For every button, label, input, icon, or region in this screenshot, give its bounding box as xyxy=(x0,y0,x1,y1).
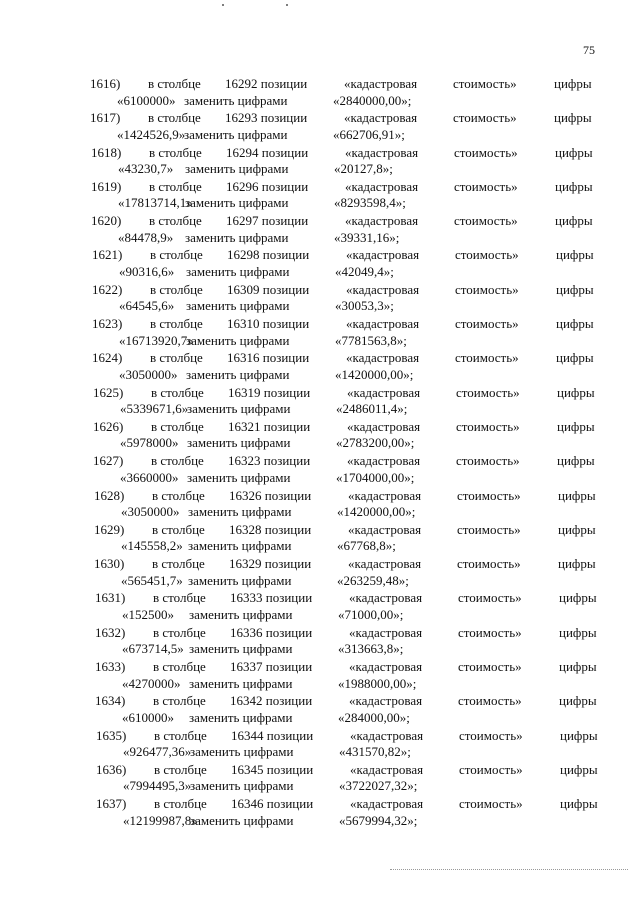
cadastral-word: «кадастровая xyxy=(347,453,421,469)
new-value: «20127,8»; xyxy=(334,161,393,177)
column-number: 16345 xyxy=(231,761,264,777)
position-word: позиции xyxy=(264,521,312,537)
amendment-item xyxy=(0,213,640,247)
position-word: позиции xyxy=(265,693,313,709)
column-word: в столбце xyxy=(149,144,202,160)
amendment-item xyxy=(0,316,640,350)
amendment-item xyxy=(0,522,640,556)
column-number: 16298 xyxy=(227,247,260,263)
digits-word: цифры xyxy=(555,178,593,194)
position-word: позиции xyxy=(262,350,310,366)
value-word: стоимость» xyxy=(458,693,522,709)
position-word: позиции xyxy=(266,727,314,743)
scan-artifact xyxy=(222,4,224,6)
item-number: 1627) xyxy=(93,453,124,469)
item-number: 1618) xyxy=(91,144,122,160)
replace-phrase: заменить цифрами xyxy=(186,263,290,279)
amendment-item xyxy=(0,625,640,659)
amendment-item xyxy=(0,590,640,624)
old-value: «1424526,9» xyxy=(117,126,186,142)
replace-phrase: заменить цифрами xyxy=(187,435,291,451)
column-word: в столбце xyxy=(150,247,203,263)
old-value: «90316,6» xyxy=(119,263,175,279)
column-word: в столбце xyxy=(149,178,202,194)
column-number: 16326 xyxy=(229,487,262,503)
page-number: 75 xyxy=(583,43,595,57)
digits-word: цифры xyxy=(554,110,592,126)
column-number: 16297 xyxy=(226,213,259,229)
item-number: 1633) xyxy=(95,659,126,675)
column-number: 16316 xyxy=(227,350,260,366)
value-word: стоимость» xyxy=(455,350,519,366)
replace-phrase: заменить цифрами xyxy=(189,675,293,691)
digits-word: цифры xyxy=(560,761,598,777)
cadastral-word: «кадастровая xyxy=(344,110,418,126)
amendment-item xyxy=(0,419,640,453)
column-number: 16346 xyxy=(231,796,264,812)
new-value: «313663,8»; xyxy=(338,641,404,657)
column-position xyxy=(231,796,313,812)
cadastral-word: «кадастровая xyxy=(348,556,422,572)
column-word: в столбце xyxy=(153,659,206,675)
new-value: «8293598,4»; xyxy=(334,195,406,211)
amendment-item xyxy=(0,796,640,830)
item-number: 1625) xyxy=(93,384,124,400)
column-position xyxy=(231,728,313,744)
new-value: «263259,48»; xyxy=(337,572,409,588)
replace-phrase: заменить цифрами xyxy=(186,366,290,382)
replace-phrase: заменить цифрами xyxy=(185,195,289,211)
item-number: 1628) xyxy=(94,487,125,503)
cadastral-word: «кадастровая xyxy=(346,247,420,263)
item-number: 1636) xyxy=(96,761,127,777)
position-word: позиции xyxy=(260,110,308,126)
column-number: 16292 xyxy=(225,76,258,91)
new-value: «1420000,00»; xyxy=(337,504,416,520)
amendment-item xyxy=(0,282,640,316)
column-position xyxy=(230,590,312,606)
value-word: стоимость» xyxy=(456,453,520,469)
digits-word: цифры xyxy=(557,384,595,400)
column-number: 16293 xyxy=(225,110,258,126)
position-word: позиции xyxy=(264,556,312,572)
replace-phrase: заменить цифрами xyxy=(185,229,289,245)
new-value: «1988000,00»; xyxy=(338,675,417,691)
new-value: «2783200,00»; xyxy=(336,435,415,451)
digits-word: цифры xyxy=(559,693,597,709)
old-value: «673714,5» xyxy=(122,641,184,657)
amendment-item xyxy=(0,453,640,487)
bottom-rule xyxy=(390,869,628,870)
column-position xyxy=(225,110,307,126)
value-word: стоимость» xyxy=(454,144,518,160)
column-position xyxy=(231,762,313,778)
column-word: в столбце xyxy=(151,384,204,400)
position-word: позиции xyxy=(262,316,310,332)
old-value: «7994495,3» xyxy=(123,778,192,794)
item-number: 1631) xyxy=(95,590,126,606)
position-word: позиции xyxy=(262,247,310,263)
item-number: 1632) xyxy=(95,624,126,640)
replace-phrase: заменить цифрами xyxy=(184,126,288,142)
new-value: «71000,00»; xyxy=(338,606,404,622)
column-number: 16321 xyxy=(228,418,261,434)
column-position xyxy=(227,247,309,263)
new-value: «431570,82»; xyxy=(339,744,411,760)
item-number: 1619) xyxy=(91,178,122,194)
column-number: 16319 xyxy=(228,384,261,400)
column-position xyxy=(226,213,308,229)
value-word: стоимость» xyxy=(457,556,521,572)
column-number: 16296 xyxy=(226,178,259,194)
column-position xyxy=(226,145,308,161)
new-value: «39331,16»; xyxy=(334,229,400,245)
value-word: стоимость» xyxy=(456,384,520,400)
old-value: «6100000» xyxy=(117,92,176,108)
amendment-item xyxy=(0,762,640,796)
position-word: позиции xyxy=(263,418,311,434)
amendment-item xyxy=(0,76,640,110)
cadastral-word: «кадастровая xyxy=(350,727,424,743)
value-word: стоимость» xyxy=(457,487,521,503)
column-word: в столбце xyxy=(149,213,202,229)
new-value: «2486011,4»; xyxy=(336,401,408,417)
digits-word: цифры xyxy=(556,281,594,297)
replace-phrase: заменить цифрами xyxy=(189,641,293,657)
old-value: «3050000» xyxy=(121,504,180,520)
value-word: стоимость» xyxy=(453,76,517,91)
digits-word: цифры xyxy=(557,418,595,434)
item-number: 1630) xyxy=(94,556,125,572)
item-number: 1626) xyxy=(93,418,124,434)
digits-word: цифры xyxy=(560,796,598,812)
old-value: «12199987,8» xyxy=(123,812,198,828)
replace-phrase: заменить цифрами xyxy=(187,401,291,417)
column-number: 16336 xyxy=(230,624,263,640)
column-word: в столбце xyxy=(154,761,207,777)
value-word: стоимость» xyxy=(457,521,521,537)
cadastral-word: «кадастровая xyxy=(349,659,423,675)
column-word: в столбце xyxy=(150,350,203,366)
replace-phrase: заменить цифрами xyxy=(190,778,294,794)
replace-phrase: заменить цифрами xyxy=(188,538,292,554)
cadastral-word: «кадастровая xyxy=(345,178,419,194)
value-word: стоимость» xyxy=(455,316,519,332)
digits-word: цифры xyxy=(558,521,596,537)
column-number: 16294 xyxy=(226,144,259,160)
position-word: позиции xyxy=(265,590,313,606)
column-word: в столбце xyxy=(154,727,207,743)
amendment-item xyxy=(0,350,640,384)
amendment-item xyxy=(0,179,640,213)
cadastral-word: «кадастровая xyxy=(349,624,423,640)
replace-phrase: заменить цифрами xyxy=(186,298,290,314)
column-position xyxy=(230,693,312,709)
column-word: в столбце xyxy=(151,453,204,469)
replace-phrase: заменить цифрами xyxy=(189,606,293,622)
cadastral-word: «кадастровая xyxy=(348,487,422,503)
old-value: «84478,9» xyxy=(118,229,174,245)
column-word: в столбце xyxy=(151,418,204,434)
amendment-item xyxy=(0,145,640,179)
digits-word: цифры xyxy=(556,247,594,263)
item-number: 1622) xyxy=(92,281,123,297)
new-value: «2840000,00»; xyxy=(333,92,412,108)
column-number: 16309 xyxy=(227,281,260,297)
replace-phrase: заменить цифрами xyxy=(190,744,294,760)
old-value: «926477,36» xyxy=(123,744,192,760)
cadastral-word: «кадастровая xyxy=(347,418,421,434)
cadastral-word: «кадастровая xyxy=(350,796,424,812)
item-number: 1624) xyxy=(92,350,123,366)
old-value: «610000» xyxy=(122,709,174,725)
old-value: «145558,2» xyxy=(121,538,183,554)
new-value: «284000,00»; xyxy=(338,709,410,725)
old-value: «16713920,7» xyxy=(119,332,194,348)
item-number: 1620) xyxy=(91,213,122,229)
column-word: в столбце xyxy=(152,521,205,537)
amendment-item xyxy=(0,488,640,522)
item-number: 1629) xyxy=(94,521,125,537)
cadastral-word: «кадастровая xyxy=(350,761,424,777)
column-word: в столбце xyxy=(148,76,201,91)
value-word: стоимость» xyxy=(456,418,520,434)
replace-phrase: заменить цифрами xyxy=(188,572,292,588)
digits-word: цифры xyxy=(559,624,597,640)
amendment-item xyxy=(0,693,640,727)
cadastral-word: «кадастровая xyxy=(346,350,420,366)
column-number: 16344 xyxy=(231,727,264,743)
new-value: «67768,8»; xyxy=(337,538,396,554)
column-number: 16337 xyxy=(230,659,263,675)
new-value: «1420000,00»; xyxy=(335,366,414,382)
value-word: стоимость» xyxy=(458,659,522,675)
column-number: 16310 xyxy=(227,316,260,332)
item-number: 1623) xyxy=(92,316,123,332)
item-number: 1621) xyxy=(92,247,123,263)
column-position xyxy=(228,385,310,401)
replace-phrase: заменить цифрами xyxy=(190,812,294,828)
position-word: позиции xyxy=(262,281,310,297)
column-position xyxy=(230,659,312,675)
amendment-item xyxy=(0,556,640,590)
value-word: стоимость» xyxy=(459,796,523,812)
replace-phrase: заменить цифрами xyxy=(185,161,289,177)
old-value: «17813714,1» xyxy=(118,195,193,211)
column-number: 16342 xyxy=(230,693,263,709)
replace-phrase: заменить цифрами xyxy=(188,504,292,520)
new-value: «42049,4»; xyxy=(335,263,394,279)
column-word: в столбце xyxy=(154,796,207,812)
cadastral-word: «кадастровая xyxy=(348,521,422,537)
value-word: стоимость» xyxy=(458,624,522,640)
old-value: «3050000» xyxy=(119,366,178,382)
column-position xyxy=(230,625,312,641)
cadastral-word: «кадастровая xyxy=(349,693,423,709)
value-word: стоимость» xyxy=(455,247,519,263)
old-value: «152500» xyxy=(122,606,174,622)
amendment-item xyxy=(0,110,640,144)
old-value: «4270000» xyxy=(122,675,181,691)
column-position xyxy=(228,453,310,469)
new-value: «3722027,32»; xyxy=(339,778,418,794)
column-number: 16323 xyxy=(228,453,261,469)
column-position xyxy=(229,488,311,504)
position-word: позиции xyxy=(266,796,314,812)
column-position xyxy=(229,556,311,572)
digits-word: цифры xyxy=(558,556,596,572)
item-number: 1616) xyxy=(90,76,121,91)
digits-word: цифры xyxy=(557,453,595,469)
column-word: в столбце xyxy=(152,487,205,503)
digits-word: цифры xyxy=(556,350,594,366)
column-position xyxy=(228,419,310,435)
amendment-item xyxy=(0,247,640,281)
column-position xyxy=(227,350,309,366)
position-word: позиции xyxy=(261,178,309,194)
column-position xyxy=(226,179,308,195)
cadastral-word: «кадастровая xyxy=(345,213,419,229)
column-number: 16328 xyxy=(229,521,262,537)
value-word: стоимость» xyxy=(459,727,523,743)
new-value: «30053,3»; xyxy=(335,298,394,314)
position-word: позиции xyxy=(261,144,309,160)
digits-word: цифры xyxy=(558,487,596,503)
amendment-item xyxy=(0,728,640,762)
digits-word: цифры xyxy=(554,76,592,91)
digits-word: цифры xyxy=(555,213,593,229)
value-word: стоимость» xyxy=(459,761,523,777)
value-word: стоимость» xyxy=(454,213,518,229)
digits-word: цифры xyxy=(556,316,594,332)
column-word: в столбце xyxy=(153,590,206,606)
position-word: позиции xyxy=(263,453,311,469)
value-word: стоимость» xyxy=(454,178,518,194)
replace-phrase: заменить цифрами xyxy=(186,332,290,348)
cadastral-word: «кадастровая xyxy=(346,316,420,332)
position-word: позиции xyxy=(260,76,308,91)
cadastral-word: «кадастровая xyxy=(344,76,418,91)
cadastral-word: «кадастровая xyxy=(347,384,421,400)
column-number: 16333 xyxy=(230,590,263,606)
value-word: стоимость» xyxy=(455,281,519,297)
new-value: «1704000,00»; xyxy=(336,469,415,485)
value-word: стоимость» xyxy=(453,110,517,126)
position-word: позиции xyxy=(263,384,311,400)
item-number: 1617) xyxy=(90,110,121,126)
item-number: 1634) xyxy=(95,693,126,709)
old-value: «43230,7» xyxy=(118,161,174,177)
replace-phrase: заменить цифрами xyxy=(184,92,288,108)
cadastral-word: «кадастровая xyxy=(349,590,423,606)
column-number: 16329 xyxy=(229,556,262,572)
old-value: «5978000» xyxy=(120,435,179,451)
position-word: позиции xyxy=(265,659,313,675)
digits-word: цифры xyxy=(559,590,597,606)
replace-phrase: заменить цифрами xyxy=(189,709,293,725)
new-value: «7781563,8»; xyxy=(335,332,407,348)
column-word: в столбце xyxy=(153,693,206,709)
amendment-list xyxy=(0,76,640,831)
new-value: «5679994,32»; xyxy=(339,812,418,828)
digits-word: цифры xyxy=(560,727,598,743)
position-word: позиции xyxy=(261,213,309,229)
amendment-item xyxy=(0,385,640,419)
old-value: «565451,7» xyxy=(121,572,183,588)
column-word: в столбце xyxy=(150,281,203,297)
position-word: позиции xyxy=(264,487,312,503)
cadastral-word: «кадастровая xyxy=(346,281,420,297)
cadastral-word: «кадастровая xyxy=(345,144,419,160)
column-word: в столбце xyxy=(150,316,203,332)
scan-artifact xyxy=(286,4,288,6)
column-word: в столбце xyxy=(148,110,201,126)
column-position xyxy=(225,76,307,92)
position-word: позиции xyxy=(266,761,314,777)
new-value: «662706,91»; xyxy=(333,126,405,142)
column-position xyxy=(227,316,309,332)
column-position xyxy=(227,282,309,298)
item-number: 1637) xyxy=(96,796,127,812)
column-position xyxy=(229,522,311,538)
value-word: стоимость» xyxy=(458,590,522,606)
replace-phrase: заменить цифрами xyxy=(187,469,291,485)
column-word: в столбце xyxy=(153,624,206,640)
digits-word: цифры xyxy=(555,144,593,160)
digits-word: цифры xyxy=(559,659,597,675)
old-value: «64545,6» xyxy=(119,298,175,314)
item-number: 1635) xyxy=(96,727,127,743)
amendment-item xyxy=(0,659,640,693)
old-value: «3660000» xyxy=(120,469,179,485)
old-value: «5339671,6» xyxy=(120,401,189,417)
position-word: позиции xyxy=(265,624,313,640)
column-word: в столбце xyxy=(152,556,205,572)
